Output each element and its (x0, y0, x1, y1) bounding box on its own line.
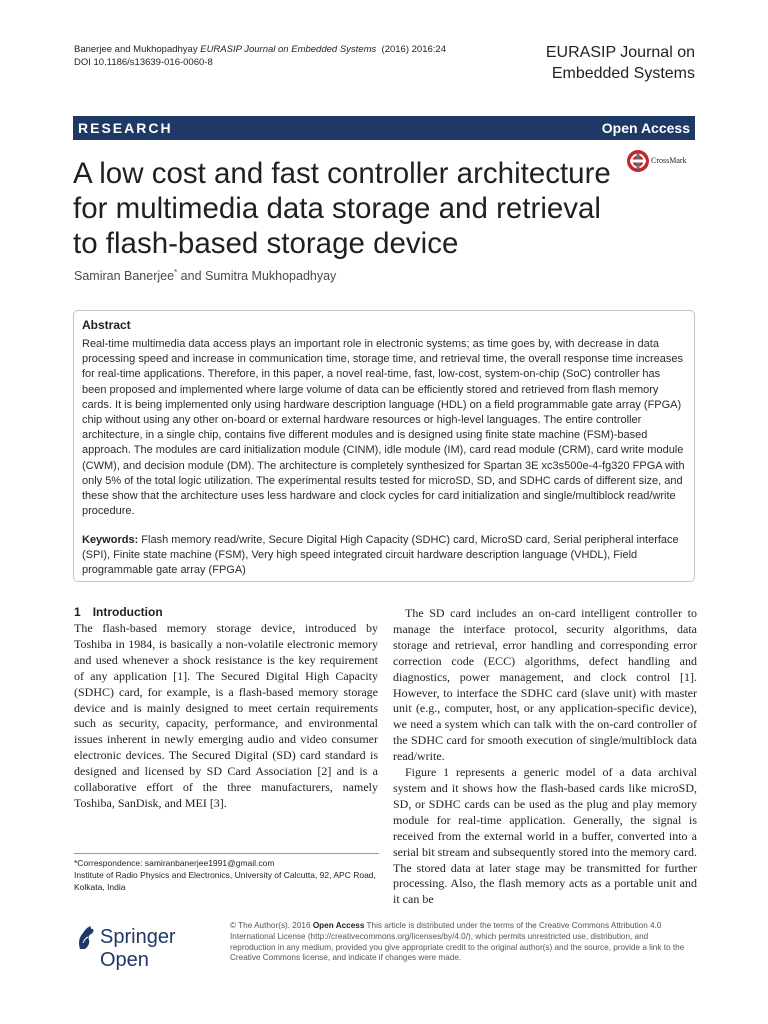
citation-line (74, 43, 446, 56)
open-access-label: Open Access (601, 120, 690, 136)
license-prefix: © The Author(s). 2016 (230, 921, 313, 930)
doi[interactable]: DOI 10.1186/s13639-016-0060-8 (74, 57, 213, 68)
publisher-open: Open (100, 949, 149, 971)
abstract-body: Real-time multimedia data access plays an important role in electronic systems; as time goes by, with decrease in data processing speed and increase in communication time, storage time, and retrieval time, the overall response time increases for real-time applications. Therefore, in this paper, a novel real-time, fast, low-cost, system-on-chip (SoC) controller has been proposed and implemented where large volume of data can be efficiently stored and retrieved from flash memory cards. It is being implemented only using hardware description language (HDL) on a field programmable gate array (FPGA) chip without using any other on-board or external hardware resources or high-level languages. The entire controller architecture, in a single chip, contains five different modules and is designed using finite state machine (FSM)-based approach. The modules are card initialization module (CINM), idle module (IM), card read module (CRM), card write module (CWM), and decision module (DM). The architecture is completely synthesized for Spartan 3E xc3s500e-4-fg320 FPGA with only 5% of the total logic utilization. The experimental results tested for microSD, SD, and SDHC cards of different size, and these show that the architecture uses less hardware and clock cycles for card initialization and single/multiblock read/write procedure. (82, 338, 685, 518)
license-notice (230, 921, 695, 964)
citation-journal: EURASIP Journal on Embedded Systems (200, 44, 377, 55)
abstract-heading: Abstract (82, 318, 131, 332)
crossmark-badge[interactable] (626, 149, 698, 175)
intro-paragraph-3: Figure 1 represents a generic model of a data archival system and it shows how the flash-based cards like microSD, SD, or SDHC cards can be used as the plug and play memory module for real-time application. Generally, the signal is received from the external world in a buffer, converted into a serial bit stream and subsequently stored into the memory card. The stored data at later stage may be transmitted for further processing. Also, the flash memory acts as a portable unit and it can be (393, 765, 697, 907)
section-number: 1 (74, 605, 81, 619)
crossmark-icon (626, 149, 650, 173)
author-first: Samiran Banerjee (74, 269, 175, 284)
corresponding-marker: * (174, 268, 178, 277)
citation-header (74, 43, 446, 69)
citation-authors: Banerjee and Mukhopadhyay (74, 44, 198, 55)
license-text: This article is distributed under the terms of the Creative Commons Attribution 4.0 International License (http://creativecommons.org/licenses/by/4.0/), which permits unrestricted use, distribution, and reproduction in any medium, provided you give appropriate credit to the original author(s) and the source, provide a link to the Creative Commons license, and indicate if changes were made. (230, 921, 685, 963)
section-heading (74, 605, 163, 619)
intro-paragraph-1: The flash-based memory storage device, introduced by Toshiba in 1984, is basically a non-volatile electronic memory and used whenever a shock resistance is the key requirement of any application [1]. The Secured Digital High Capacity (SDHC) card, for example, is a flash-based memory storage device and is mainly designed to meet certain requirements such as security, capacity, performance, and environmental issues inherent in newly emerging audio and video consumer electronic devices. The Secured Digital (SD) card standard is designed and licensed by SD Card Association [2] and is a collaborative effort of the three manufacturers, namely Toshiba, SanDisk, and MEI [3]. (74, 621, 378, 810)
left-column (74, 621, 378, 812)
journal-name (546, 42, 695, 84)
article-title: A low cost and fast controller architecture for multimedia data storage and retrieval to flash-based storage device (73, 157, 611, 260)
intro-paragraph-2: The SD card includes an on-card intelligent controller to manage the interface protocol, security algorithms, data storage and retrieval, error handling and corresponding error correction code (ECC) algorithms, defect handling and diagnostics, power management, and clock control [1]. However, to interface the SDHC card (slave unit) with master unit (e.g., computer, host, or any application-specific device), we need a system which can talk with the on-card controller of the SDHC card for smooth execution of single/multiblock data read/write. (393, 606, 697, 764)
keywords (82, 533, 687, 579)
correspondence[interactable]: *Correspondence: samiranbanerjee1991@gmail.com (74, 858, 275, 868)
footnote-divider (74, 853, 379, 854)
springer-horse-icon (74, 923, 98, 951)
crossmark-label: CrossMark (651, 156, 687, 165)
section-title: Introduction (92, 605, 163, 619)
article-type-bar (73, 116, 695, 140)
journal-name-line1: EURASIP Journal on (545, 44, 695, 61)
abstract-box (73, 310, 695, 582)
springer-open-logo (74, 923, 219, 971)
keywords-heading: Keywords: (82, 534, 139, 546)
journal-name-line2: Embedded Systems (551, 65, 695, 82)
author-list (74, 268, 336, 283)
publisher-name (100, 926, 219, 972)
license-open-access: Open Access (312, 921, 365, 930)
affiliation: Institute of Radio Physics and Electronics, University of Calcutta, 92, APC Road, Kolkata, India (74, 870, 376, 892)
footnote (74, 857, 379, 893)
citation-details: (2016) 2016:24 (381, 44, 446, 55)
publisher-springer: Springer (100, 926, 176, 948)
keywords-list: Flash memory read/write, Secure Digital High Capacity (SDHC) card, MicroSD card, Serial peripheral interface (SPI), Finite state machine (FSM), Very high speed integrated circuit hardware description language (VHDL), Field programmable gate array (FPGA) (82, 534, 679, 577)
author-rest: and Sumitra Mukhopadhyay (177, 269, 337, 284)
right-column (393, 606, 697, 908)
article-type: RESEARCH (78, 120, 173, 136)
